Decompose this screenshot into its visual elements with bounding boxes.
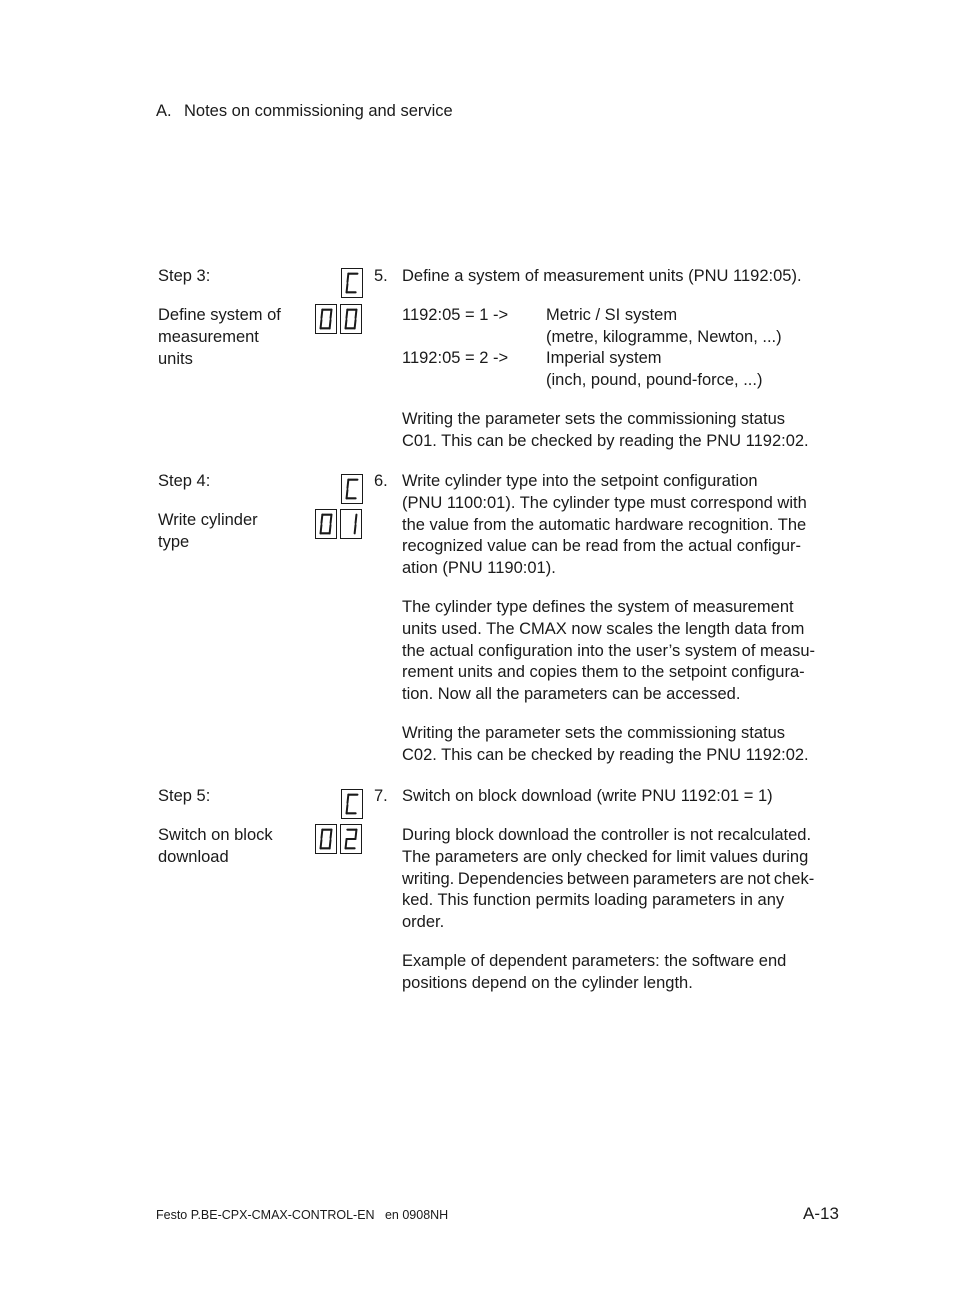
step-description-line: Define system of xyxy=(158,306,281,324)
step-number: 7. xyxy=(374,787,388,805)
seven-segment-digit xyxy=(315,509,337,539)
paragraph xyxy=(402,825,842,934)
paragraph-line: order. xyxy=(402,913,445,932)
display-c-digit xyxy=(341,268,363,298)
appendix-letter: A. xyxy=(156,102,172,120)
paragraph-line: The cylinder type defines the system of measurement xyxy=(402,598,794,616)
paragraph xyxy=(402,409,842,453)
instruction-line: the value from the automatic hardware recognition. The xyxy=(402,515,807,534)
step-description-line: Write cylinder xyxy=(158,511,258,529)
step-instruction: Define a system of measurement units (PNU 1192:05). xyxy=(402,267,802,285)
instruction-line: ation (PNU 1190:01). xyxy=(402,559,556,578)
paragraph-line: C02. This can be checked by reading the PNU 1192:02. xyxy=(402,745,809,764)
equation-key: 1192:05 = 2 -> xyxy=(402,349,509,367)
step-label: Step 4: xyxy=(158,472,211,490)
step-number: 5. xyxy=(374,267,388,285)
display-status-digits xyxy=(315,304,362,334)
equation-value xyxy=(546,305,846,349)
paragraph-line: writing. Dependencies between parameters are not chek- xyxy=(402,869,815,888)
paragraph-line: tion. Now all the parameters can be accessed. xyxy=(402,685,741,704)
section-header xyxy=(156,102,453,121)
equation-key: 1192:05 = 1 -> xyxy=(402,306,509,324)
seven-segment-digit xyxy=(315,824,337,854)
paragraph-line: Writing the parameter sets the commissioning status xyxy=(402,724,786,742)
paragraph-line: Writing the parameter sets the commissioning status xyxy=(402,410,786,428)
instruction-line: (PNU 1100:01). The cylinder type must correspond with xyxy=(402,493,807,512)
display-status-digits xyxy=(315,824,362,854)
step-number: 6. xyxy=(374,472,388,490)
instruction-line: Write cylinder type into the setpoint configuration xyxy=(402,472,758,490)
seven-segment-digit xyxy=(340,304,362,334)
section-title: Notes on commissioning and service xyxy=(184,102,453,120)
instruction-line: recognized value can be read from the actual configur- xyxy=(402,537,801,556)
paragraph-line: rement units and copies them to the setpoint configura- xyxy=(402,663,805,682)
step-description-line: download xyxy=(158,847,229,866)
seven-segment-digit xyxy=(340,824,362,854)
step-instruction: Switch on block download (write PNU 1192:01 = 1) xyxy=(402,787,773,805)
seven-segment-digit xyxy=(341,789,363,819)
seven-segment-digit xyxy=(340,509,362,539)
equation-line: Imperial system xyxy=(546,349,662,367)
display-c-digit xyxy=(341,474,363,504)
equation-line: Metric / SI system xyxy=(546,306,678,324)
step-description-line: Switch on block xyxy=(158,826,273,844)
seven-segment-digit xyxy=(341,268,363,298)
paragraph xyxy=(402,597,842,706)
step-description-line: type xyxy=(158,532,190,551)
paragraph-line: positions depend on the cylinder length. xyxy=(402,973,693,992)
paragraph-line: Example of dependent parameters: the software end xyxy=(402,952,787,970)
equation-line: (inch, pound, pound-force, ...) xyxy=(546,370,763,389)
step-description-line: measurement xyxy=(158,327,259,346)
footer-document-id: Festo P.BE-CPX-CMAX-CONTROL-EN en 0908NH xyxy=(156,1208,449,1222)
paragraph-line: ked. This function permits loading parameters in any xyxy=(402,891,785,910)
paragraph-line: The parameters are only checked for limit values during xyxy=(402,847,809,866)
step-label: Step 5: xyxy=(158,787,211,805)
equation-value xyxy=(546,348,846,392)
paragraph-line: units used. The CMAX now scales the length data from xyxy=(402,619,805,638)
step-description-line: units xyxy=(158,349,193,368)
paragraph xyxy=(402,951,842,995)
step-description xyxy=(158,510,308,554)
equation-line: (metre, kilogramme, Newton, ...) xyxy=(546,327,782,346)
step-description xyxy=(158,305,308,370)
step-instruction xyxy=(402,471,842,580)
paragraph-line: the actual configuration into the user’s system of measu- xyxy=(402,641,816,660)
step-description xyxy=(158,825,308,869)
step-label: Step 3: xyxy=(158,267,211,285)
paragraph xyxy=(402,723,842,767)
display-c-digit xyxy=(341,789,363,819)
seven-segment-digit xyxy=(341,474,363,504)
footer-page-number: A-13 xyxy=(803,1204,839,1223)
paragraph-line: During block download the controller is not recalculated. xyxy=(402,826,812,844)
paragraph-line: C01. This can be checked by reading the PNU 1192:02. xyxy=(402,431,809,450)
seven-segment-digit xyxy=(315,304,337,334)
display-status-digits xyxy=(315,509,362,539)
